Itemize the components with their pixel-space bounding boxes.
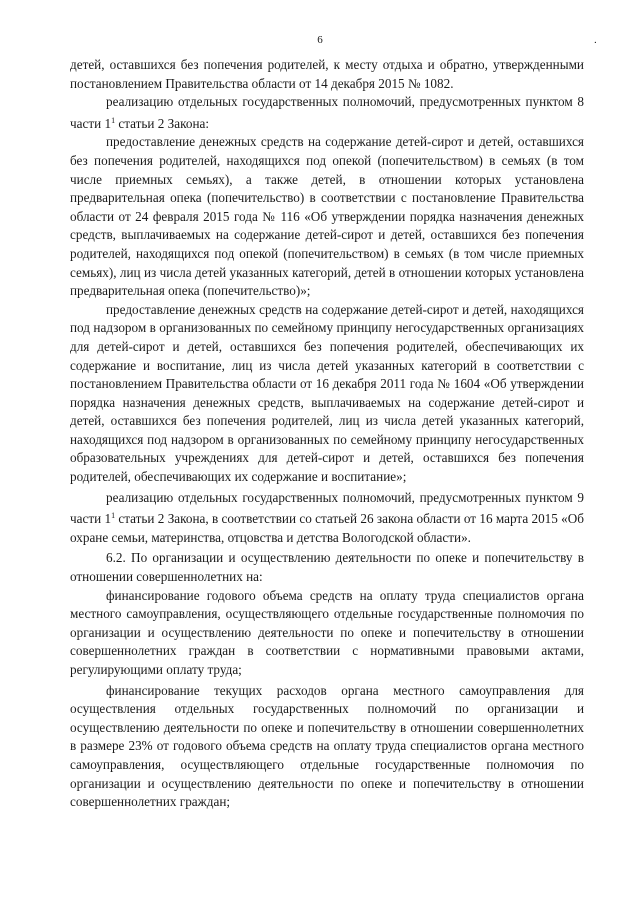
section-6-2-heading: 6.2. По организации и осуществлению деятельности по опеке и попечительству в отношении совершеннолетних на: bbox=[70, 550, 584, 585]
paragraph-supervision-funds: предоставление денежных средств на содержание детей-сирот и детей, находящихся под надзором в организованных по семейному принципу негосударственных организациях для детей-сирот и детей, оставшихся без попечения родителей, обеспечивающих их содержание и воспитание, лиц из числа детей указанных категорий в соответствии с постановлением Правительства области от 16 декабря 2011 года № 1604 «Об утверждении порядка назначения денежных средств, выплачиваемых на содержание детей-сирот и детей, оставшихся без попечения родителей, лиц из числа детей указанных категорий, находящихся под надзором в организованных по семейному принципу негосударственных образовательных учреждениях для детей-сирот и детей, оставшихся без попечения родителей, обеспечивающих их содержание и воспитание»; bbox=[70, 301, 584, 485]
paragraph-text: реализацию отдельных государственных полномочий, предусмотренных пунктом 8 части 1 bbox=[70, 94, 584, 131]
superscript: 1 bbox=[111, 511, 116, 521]
paragraph-text: статьи 2 Закона, в соответствии со статьей 26 закона области от 16 марта 2015 «Об охране семьи, материнства, отцовства и детства Вологодской области». bbox=[70, 511, 584, 545]
document-body bbox=[70, 56, 584, 812]
paragraph-salary-funding: финансирование годового объема средств на оплату труда специалистов органа местного самоуправления, осуществляющего отдельные государственные полномочия по организации и осуществлению деятельности по опеке и попечительству в отношении совершеннолетних граждан в соответствии с нормативными правовыми актами, регулирующими оплату труда; bbox=[70, 587, 584, 677]
superscript: 1 bbox=[111, 115, 116, 125]
paragraph-item-8 bbox=[70, 93, 584, 133]
paragraph-text: реализацию отдельных государственных полномочий, предусмотренных пунктом 9 части 1 bbox=[70, 489, 584, 527]
corner-mark: . bbox=[594, 34, 597, 46]
paragraph-continuation: детей, оставшихся без попечения родителей, к месту отдыха и обратно, утвержденными постановлением Правительства области от 14 декабря 2015 № 1082. bbox=[70, 57, 584, 91]
paragraph-text: статьи 2 Закона: bbox=[115, 115, 210, 131]
page-number: 6 bbox=[317, 34, 323, 46]
paragraph-item-9 bbox=[70, 489, 584, 548]
paragraph-guardianship-funds: предоставление денежных средств на содержание детей-сирот и детей, оставшихся без попечения родителей, находящихся под опекой (попечительством) в семьях (в том числе приемных семьях), а также детей, в отношении которых установлена предварительная опека (попечительство) в соответствии с постановление Правительства области от 24 февраля 2015 года № 116 «Об утверждении порядка назначения денежных средств, выплачиваемых на содержание детей-сирот и детей, оставшихся без попечения родителей, находящихся под опекой (попечительством) в семьях (в том числе приемных семьях), лиц из числа детей указанных категорий, детей в отношении которых установлена предварительная опека (попечительство)»; bbox=[70, 134, 584, 299]
paragraph-current-expenses: финансирование текущих расходов органа местного самоуправления для осуществления отдельных государственных полномочий по организации и осуществлению деятельности по опеке и попечительству в отношении совершеннолетних в размере 23% от годового объема средств на оплату труда специалистов органа местного самоуправления, осуществляющего отдельные государственные полномочия по организации и осуществлению деятельности по опеке и попечительству в отношении совершеннолетних граждан; bbox=[70, 682, 584, 810]
